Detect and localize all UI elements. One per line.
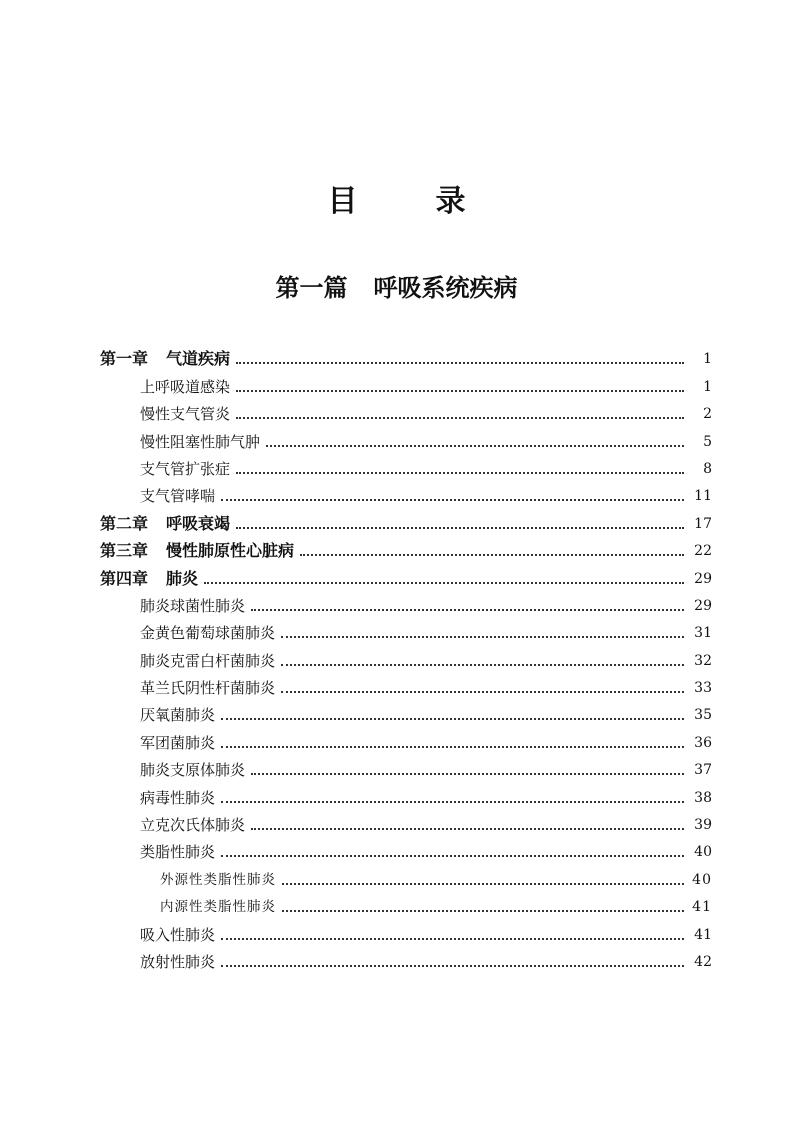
leader-dots (282, 910, 684, 912)
leader-dots (236, 472, 684, 474)
toc-entry-label (100, 514, 230, 534)
chapter-title: 气道疾病 (166, 349, 231, 369)
page-number: 36 (694, 734, 712, 751)
section-title: 肺炎球菌性肺炎 (140, 596, 246, 615)
page-number: 29 (694, 597, 712, 614)
toc-section-entry[interactable] (100, 369, 712, 396)
page-title-part1: 目 (327, 184, 358, 219)
chapter-number: 第三章 (100, 541, 149, 561)
toc-section-entry[interactable] (100, 671, 712, 698)
part-number: 第一篇 (275, 274, 348, 302)
leader-dots (236, 417, 684, 419)
page-number: 32 (694, 652, 712, 669)
part-heading (0, 270, 793, 306)
leader-dots (281, 636, 684, 638)
chapter-number: 第一章 (100, 349, 149, 369)
page-number: 5 (703, 433, 712, 450)
leader-dots (282, 883, 684, 885)
leader-dots (221, 746, 684, 748)
toc-section-entry[interactable] (100, 808, 712, 835)
section-title: 厌氧菌肺炎 (140, 706, 216, 725)
toc-chapter-entry[interactable] (100, 561, 712, 588)
leader-dots (251, 773, 684, 775)
page-number: 41 (694, 926, 712, 943)
section-title: 军团菌肺炎 (140, 733, 216, 752)
chapter-title: 呼吸衰竭 (166, 513, 231, 533)
part-name: 呼吸系统疾病 (373, 274, 518, 302)
leader-dots (236, 527, 684, 529)
section-title: 吸入性肺炎 (140, 925, 216, 944)
section-title: 外源性类脂性肺炎 (160, 871, 276, 888)
page-number: 1 (703, 378, 712, 395)
page-number: 40 (694, 844, 712, 861)
table-of-contents (100, 342, 712, 972)
toc-section-entry[interactable] (100, 397, 712, 424)
toc-section-entry[interactable] (100, 643, 712, 670)
leader-dots (251, 828, 684, 830)
section-title: 革兰氏阴性杆菌肺炎 (140, 679, 276, 698)
page-number: 42 (694, 953, 712, 970)
section-title: 支气管扩张症 (140, 459, 231, 478)
toc-section-entry[interactable] (100, 725, 712, 752)
section-title: 慢性支气管炎 (140, 405, 231, 424)
toc-entry-label (100, 569, 198, 589)
section-title: 类脂性肺炎 (140, 843, 216, 862)
page-number: 2 (703, 406, 712, 423)
section-title: 立克次氏体肺炎 (140, 816, 246, 835)
toc-section-entry[interactable] (100, 917, 712, 944)
section-title: 病毒性肺炎 (140, 788, 216, 807)
page-number: 38 (694, 789, 712, 806)
page-number: 37 (694, 762, 712, 779)
section-title: 上呼吸道感染 (140, 377, 231, 396)
toc-section-entry[interactable] (100, 479, 712, 506)
section-title: 慢性阻塞性肺气肿 (140, 432, 261, 451)
toc-section-entry[interactable] (100, 452, 712, 479)
leader-dots (281, 664, 684, 666)
toc-section-entry[interactable] (100, 424, 712, 451)
section-title: 肺炎支原体肺炎 (140, 761, 246, 780)
toc-chapter-entry[interactable] (100, 506, 712, 533)
toc-section-entry[interactable] (100, 835, 712, 862)
leader-dots (221, 718, 684, 720)
section-title: 肺炎克雷白杆菌肺炎 (140, 651, 276, 670)
page-number: 17 (694, 515, 712, 532)
toc-entry-label (100, 349, 230, 369)
page-number: 8 (703, 460, 712, 477)
chapter-title: 慢性肺原性心脏病 (166, 541, 295, 561)
leader-dots (221, 855, 684, 857)
leader-dots (221, 801, 684, 803)
page-number: 29 (694, 570, 712, 587)
toc-section-entry[interactable] (100, 780, 712, 807)
toc-section-entry[interactable] (100, 698, 712, 725)
page-number: 40 (692, 871, 712, 888)
toc-section-entry[interactable] (100, 589, 712, 616)
page-number: 31 (694, 625, 712, 642)
section-title: 金黄色葡萄球菌肺炎 (140, 624, 276, 643)
section-title: 内源性类脂性肺炎 (160, 899, 276, 916)
section-title: 放射性肺炎 (140, 952, 216, 971)
toc-subsection-entry[interactable] (100, 862, 712, 889)
page-number: 35 (694, 707, 712, 724)
page-number: 22 (694, 543, 712, 560)
chapter-number: 第四章 (100, 568, 149, 588)
page-number: 33 (694, 680, 712, 697)
toc-entry-label (100, 541, 294, 561)
section-title: 支气管哮喘 (140, 487, 216, 506)
leader-dots (236, 390, 684, 392)
leader-dots (221, 499, 684, 501)
page-number: 11 (694, 488, 712, 505)
leader-dots (300, 554, 684, 556)
toc-chapter-entry[interactable] (100, 342, 712, 369)
page-number: 39 (694, 817, 712, 834)
toc-section-entry[interactable] (100, 753, 712, 780)
page-number: 41 (692, 899, 712, 916)
leader-dots (221, 965, 684, 967)
chapter-title: 肺炎 (166, 568, 199, 588)
leader-dots (281, 691, 684, 693)
toc-section-entry[interactable] (100, 945, 712, 972)
toc-section-entry[interactable] (100, 616, 712, 643)
leader-dots (236, 362, 684, 364)
leader-dots (204, 582, 684, 584)
leader-dots (251, 609, 684, 611)
leader-dots (266, 445, 684, 447)
chapter-number: 第二章 (100, 513, 149, 533)
page-number: 1 (703, 351, 712, 368)
page-title (0, 180, 793, 224)
page-title-part2: 录 (435, 184, 466, 219)
toc-subsection-entry[interactable] (100, 890, 712, 917)
toc-chapter-entry[interactable] (100, 534, 712, 561)
leader-dots (221, 938, 684, 940)
